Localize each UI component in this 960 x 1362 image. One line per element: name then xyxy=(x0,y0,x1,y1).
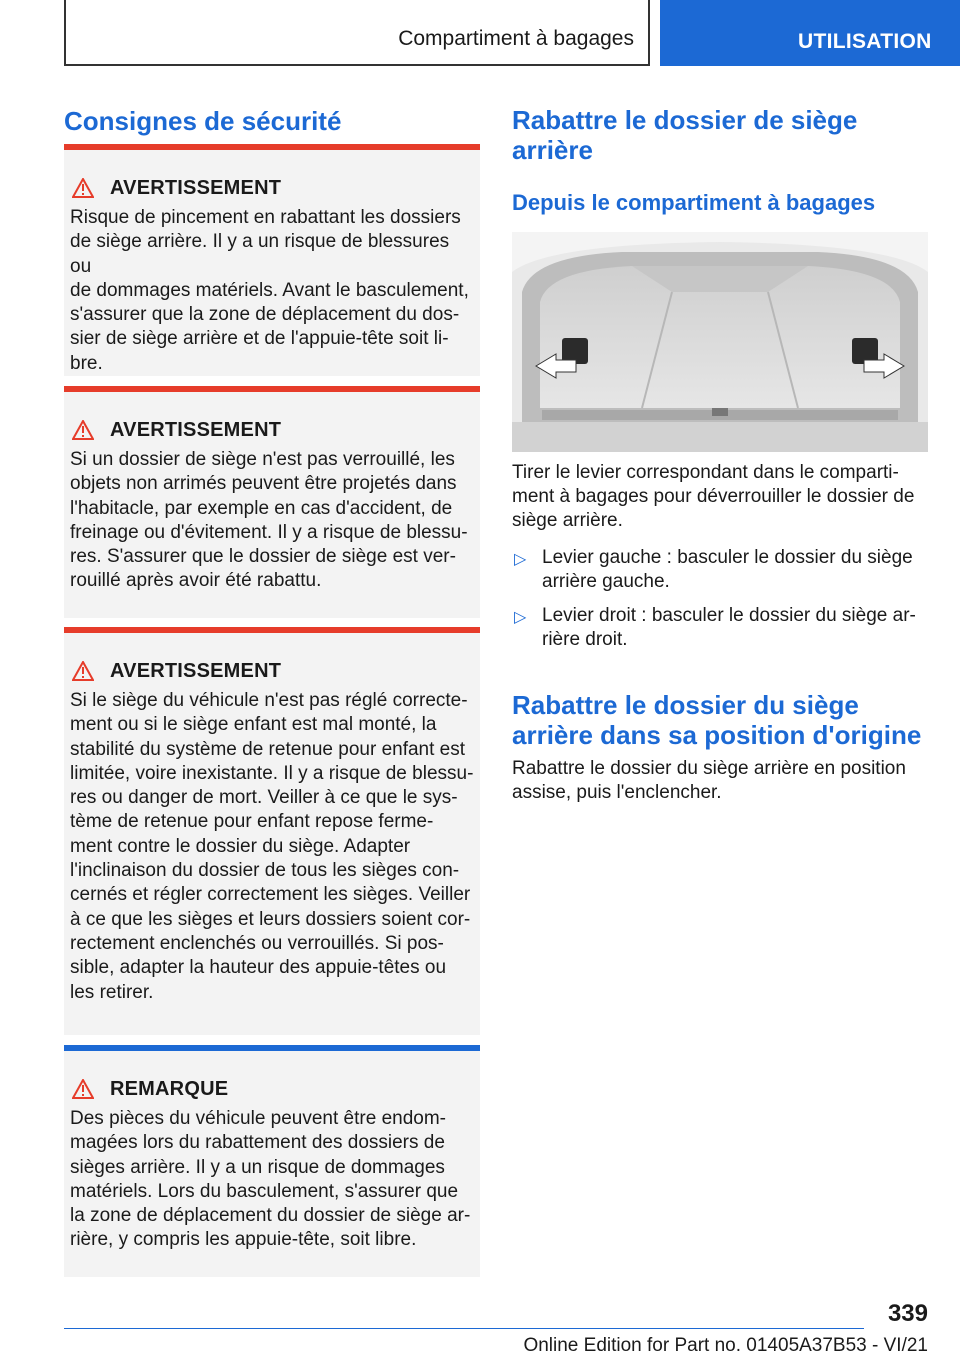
warning-triangle-icon xyxy=(72,178,94,198)
header-chapter-label: UTILISATION xyxy=(798,30,932,53)
outro-paragraph: Rabattre le dossier du siège arrière en position assise, puis l'enclencher. xyxy=(512,758,906,803)
bullet-triangle-icon: ▷ xyxy=(514,551,527,568)
warning-title: AVERTISSEMENT xyxy=(110,418,282,441)
warning-title: AVERTISSEMENT xyxy=(110,176,282,199)
warning-triangle-icon xyxy=(72,420,94,440)
note-title: REMARQUE xyxy=(110,1077,229,1100)
header-section-box xyxy=(64,0,650,66)
warning-box xyxy=(64,386,480,618)
page-number: 339 xyxy=(887,1300,928,1327)
note-box xyxy=(64,1045,480,1277)
section-heading-restore: Rabattre le dossier du siège arrière dans sa position d'origine xyxy=(512,690,922,750)
warning-triangle-icon xyxy=(72,1079,94,1099)
trunk-photo xyxy=(512,232,928,452)
list-item: ▷ Levier gauche : basculer le dossier du siège arrière gauche. xyxy=(514,547,913,592)
warning-text: Risque de pincement en rabattant les dossiers de siège arrière. Il y a un risque de blessures ou de dommages matériels. Avant le basculement, s'assurer que la zone de déplacement du dos- sier de siège arrière et de l'appuie-tête soit li- bre. xyxy=(70,207,469,374)
intro-paragraph: Tirer le levier correspondant dans le comparti- ment à bagages pour déverrouiller le dossier de siège arrière. xyxy=(512,462,915,531)
warning-text: Si un dossier de siège n'est pas verrouillé, les objets non arrimés peuvent être projetés dans l'habitacle, par exemple en cas d'accident, de freinage ou d'évitement. Il y a risque de blessu- res. S'assurer que le dossier de siège est ver- rouillé après avoir été rabattu. xyxy=(70,449,468,592)
list-item: ▷ Levier droit : basculer le dossier du siège ar- rière droit. xyxy=(514,605,916,650)
bullet-triangle-icon: ▷ xyxy=(514,609,527,626)
footer-divider xyxy=(64,1328,864,1329)
warning-title: AVERTISSEMENT xyxy=(110,659,282,682)
subheading-trunk: Depuis le compartiment à bagages xyxy=(512,190,876,215)
warning-box xyxy=(64,144,480,376)
header-chapter-tab xyxy=(660,0,960,66)
footer-edition: Online Edition for Part no. 01405A37B53 - VI/21 xyxy=(523,1335,928,1356)
warning-text: Si le siège du véhicule n'est pas réglé correcte- ment ou si le siège enfant est mal monté, la stabilité du système de retenue pour enfant est limitée, voire inexistante. Il y a risque de blessu- res ou danger de mort. Veiller à ce que le sys- tème de retenue pour enfant repose ferme- ment contre le dossier du siège. Adapter l'inclinaison du dossier de tous les sièges con- cernés et régler correctement les sièges. Veiller à ce que les sièges et leurs dossiers soient cor- rectement enclenchés ou verrouillés. Si pos- sible, adapter la hauteur des appuie-têtes ou les retirer. xyxy=(70,690,474,1003)
lever-list xyxy=(512,546,928,652)
section-heading-safety: Consignes de sécurité xyxy=(64,106,342,136)
section-heading-fold: Rabattre le dossier de siège arrière xyxy=(512,105,858,165)
warning-box xyxy=(64,627,480,1035)
warning-triangle-icon xyxy=(72,661,94,681)
header-section-title: Compartiment à bagages xyxy=(398,27,634,50)
note-text: Des pièces du véhicule peuvent être endom- magées lors du rabattement des dossiers de sièges arrière. Il y a un risque de dommages matériels. Lors du basculement, s'assurer que la zone de déplacement du dossier de siège ar- rière, y compris les appuie-tête, soit libre. xyxy=(70,1108,471,1251)
